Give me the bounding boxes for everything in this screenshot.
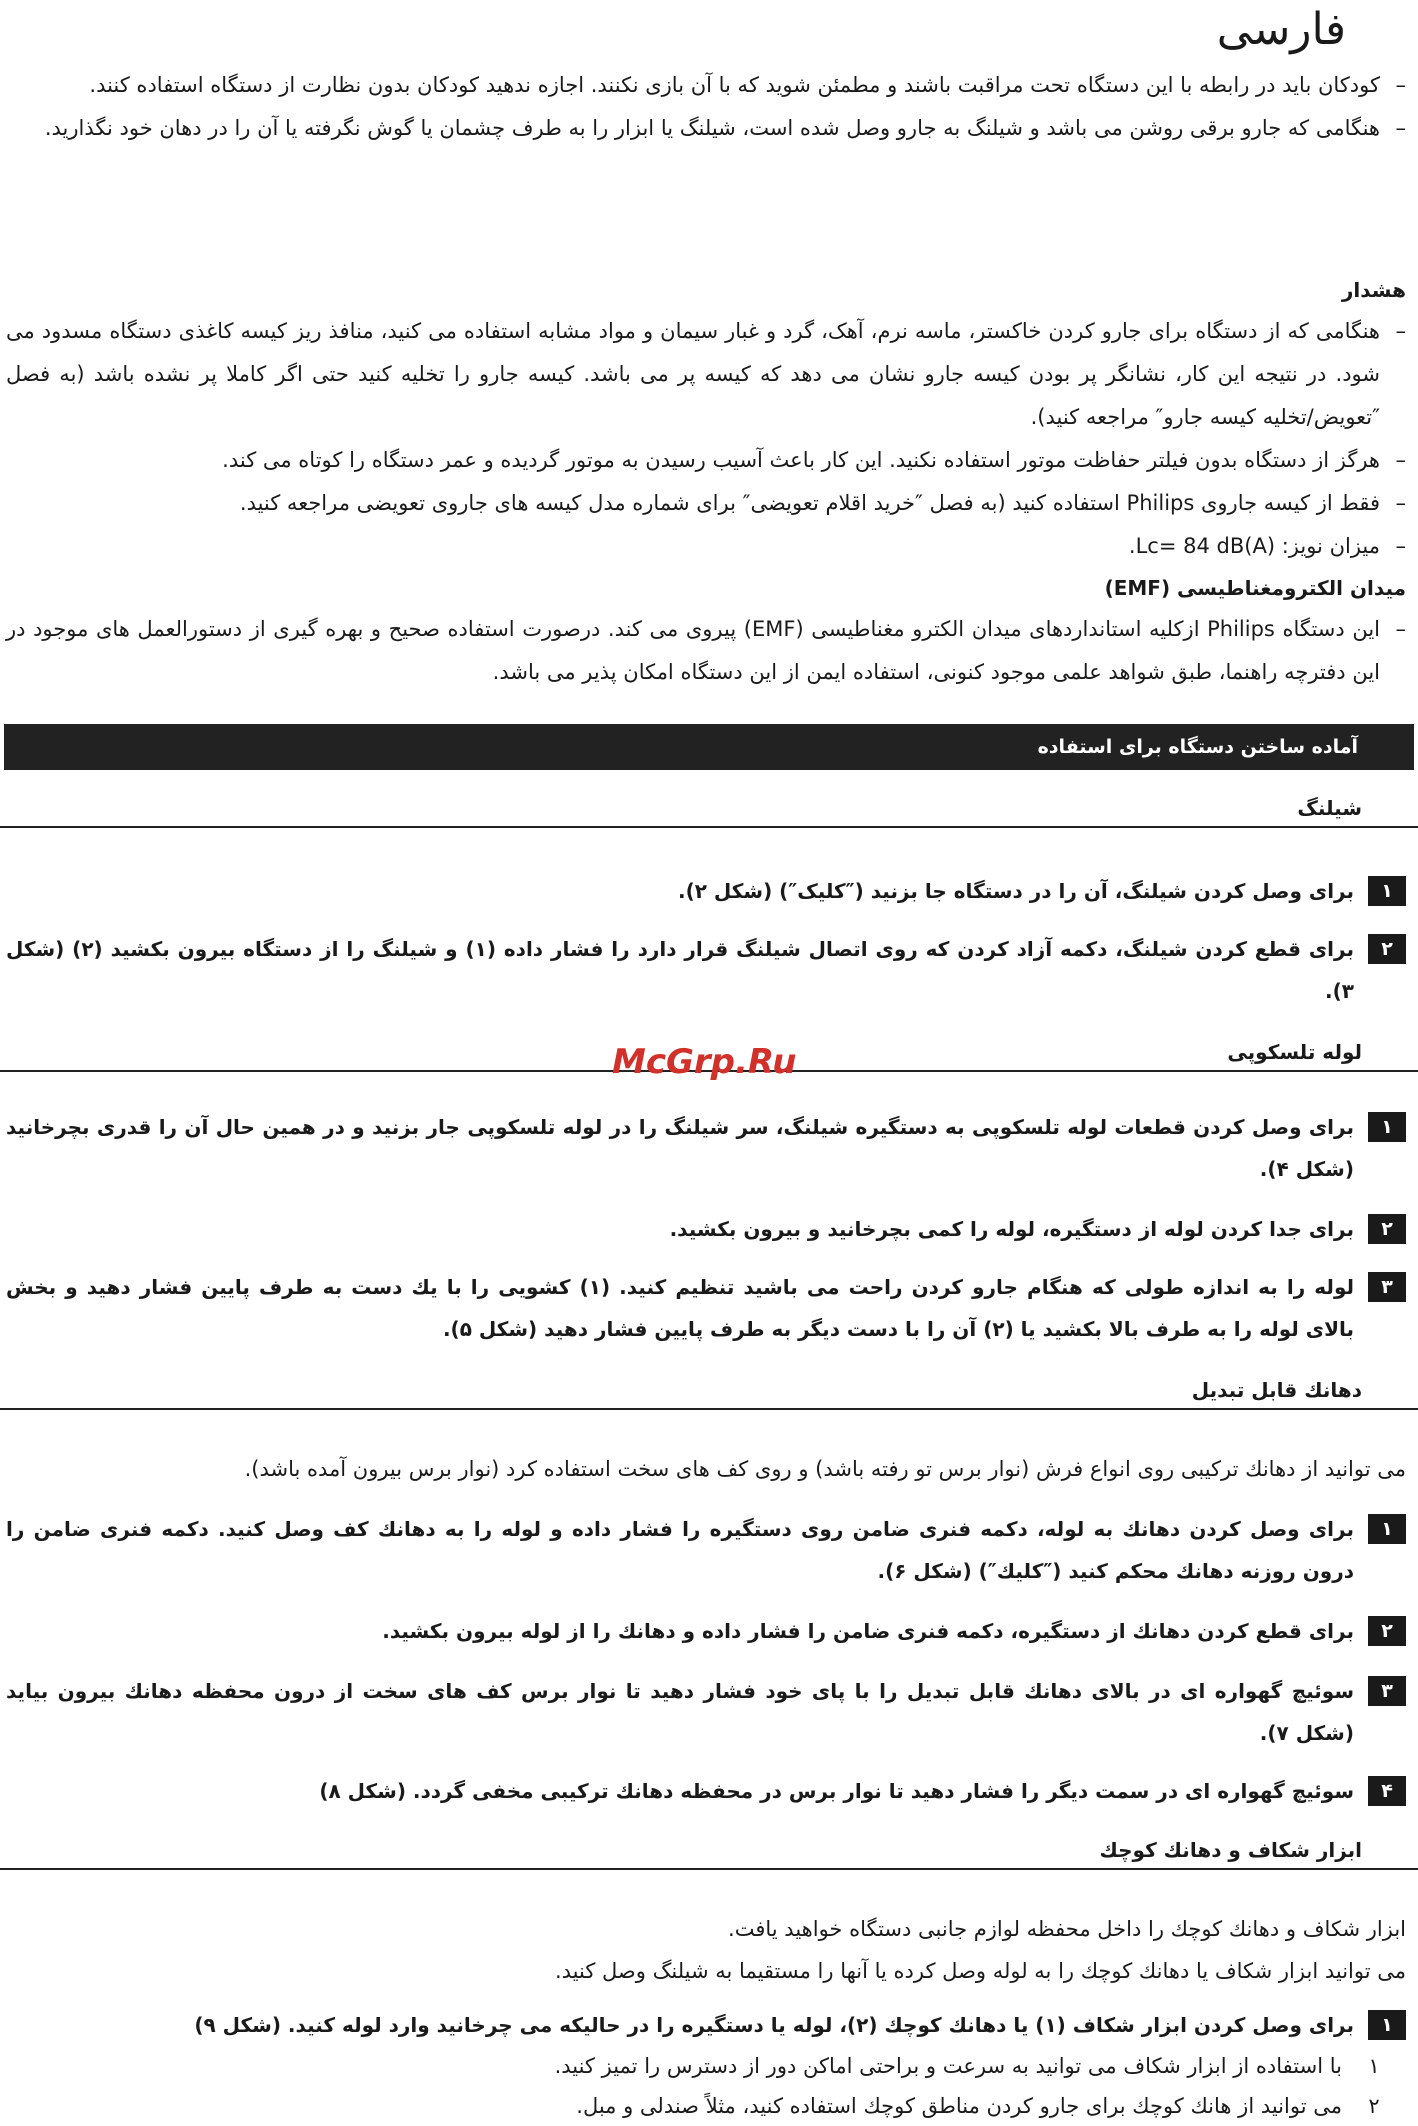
step-text: لوله را به اندازه طولی که هنگام جارو کردن راحت می باشید تنظیم کنید. (۱) کشویی را با یك دست به طرف پایین فشار دهید و بخش بالای لوله را به طرف بالا بکشید یا (۲) آن را با دست دیگر به طرف پایین فشار دهید (شکل ۵). [6,1275,1354,1341]
tube-heading: لوله تلسکوپی [0,1032,1418,1072]
warning-list [6,310,1406,568]
tube-step-1 [6,1106,1406,1190]
step-text: سوئیچ گهواره ای در سمت دیگر را فشار دهید تا نوار برس در محفظه دهانك ترکیبی مخفی گردد. (شکل ۸) [319,1779,1354,1803]
emf-list [6,608,1406,694]
step-number: ۱ [1368,2010,1406,2040]
warning-section [6,270,1406,568]
step-number: ۳ [1368,1676,1406,1706]
list-item: – کودکان باید در رابطه با این دستگاه تحت مراقبت باشند و مطمئن شوید که با آن بازی نکنند. اجازه ندهید کودکان بدون نظارت از دستگاه استفاده کنند. [89,73,1406,97]
step-text: برای وصل کردن قطعات لوله تلسکوپی به دستگیره شیلنگ، سر شیلنگ را در لوله تلسکوپی جار بزنید و در همین حال آن را قدری بچرخانید (شکل ۴). [6,1115,1354,1181]
tube-step-3 [6,1266,1406,1350]
step-number: ۳ [1368,1272,1406,1302]
crevice-step-1 [6,2004,1406,2046]
step-number: ۲ [1368,1616,1406,1646]
list-item: – این دستگاه Philips ازکلیه استانداردهای میدان الکترو مغناطیسی (EMF) پیروی می کند. درصورت استفاده صحیح و بهره گیری از دستورالعمل های موجود در این دفترچه راهنما، طبق شواهد علمی موجود کنونی، استفاده ایمن از این دستگاه امکان پذیر می باشد. [6,617,1406,684]
crevice-heading: ابزار شکاف و دهانك کوچك [0,1830,1418,1870]
step-text: برای وصل کردن شیلنگ، آن را در دستگاه جا بزنید (″کلیک″) (شکل ۲). [677,879,1354,903]
step-text: برای قطع کردن دهانك از دستگیره، دکمه فنری ضامن را فشار داده و دهانك را از لوله بیرون بکشید. [382,1619,1354,1643]
tube-step-2 [6,1208,1406,1250]
list-item: – هنگامی که از دستگاه برای جارو کردن خاکستر، ماسه نرم، آهک، گرد و غبار سیمان و مواد مشابه استفاده می کنید، منافذ ریز کیسه کاغذی دستگاه مسدود می شود. در نتیجه این کار، نشانگر پر بودن کیسه جارو نشان می دهد که کیسه پر می باشد. کیسه جارو را تخلیه کنید حتی اگر کاملا پر نشده باشد (به فصل ″تعویض/تخلیه کیسه جارو″ مراجعه کنید). [6,319,1406,429]
list-item: ۲ می توانید از هانك کوچك برای جارو کردن مناطق کوچك استفاده کنید، مثلاً صندلی و مبل. [576,2094,1380,2118]
step-text: سوئیچ گهواره ای در بالای دهانك قابل تبدیل را با پای خود فشار دهید تا نوار برس کف های سخت از درون محفظه دهانك بیرون بیاید (شکل ۷). [6,1679,1354,1745]
nozzle-step-2 [6,1610,1406,1652]
watermark: McGrp.Ru [612,1042,797,1082]
list-item: – میزان نویز: Lc= 84 dB(A). [1128,534,1406,558]
warning-heading: هشدار [1341,278,1406,302]
list-item: – فقط از کیسه جاروی Philips استفاده کنید (به فصل ″خرید اقلام تعویضی″ برای شماره مدل کیسه های جاروی تعویضی مراجعه کنید. [239,491,1406,515]
step-number: ۲ [1368,934,1406,964]
step-number: ۲ [1368,1214,1406,1244]
list-item: – هنگامی که جارو برقی روشن می باشد و شیلنگ به جارو وصل شده است، شیلنگ یا ابزار را به طرف چشمان یا گوش نگرفته یا آن را در دهان خود نگذارید. [44,116,1406,140]
step-text: برای قطع کردن شیلنگ، دکمه آزاد کردن که روی اتصال شیلنگ قرار دارد را فشار داده (۱) و شیلنگ را از دستگاه بیرون بکشید (۲) (شکل ۳). [6,937,1354,1003]
step-text: برای وصل کردن دهانك به لوله، دکمه فنری ضامن روی دستگیره را فشار داده و لوله را به دهانك کف وصل کنید. دکمه فنری ضامن را درون روزنه دهانك محکم کنید (″کلیك″) (شکل ۶). [6,1517,1354,1583]
emf-heading: میدان الکترومغناطیسی (EMF) [1104,576,1406,600]
nozzle-intro: می توانید از دهانك ترکیبی روی انواع فرش (نوار برس تو رفته باشد) و روی کف های سخت استفاده کرد (نوار برس بیرون آمده باشد). [244,1457,1406,1481]
emf-section [6,568,1406,694]
language-title: فارسی [1216,4,1346,55]
step-number: ۱ [1368,1514,1406,1544]
crevice-intro-line: ابزار شکاف و دهانك کوچك را داخل محفظه لوازم جانبی دستگاه خواهید یافت. [728,1917,1406,1941]
list-item: ۱ با استفاده از ابزار شکاف می توانید به سرعت و براحتی اماکن دور از دسترس را تمیز کنید. [554,2054,1380,2078]
crevice-intro [6,1908,1406,1992]
step-text: برای وصل کردن ابزار شکاف (۱) یا دهانك کوچك (۲)، لوله یا دستگیره را در حالیکه می چرخانید وارد لوله کنید. (شکل ۹) [194,2013,1354,2037]
intro-section [6,64,1406,150]
hose-step-1 [6,870,1406,912]
hose-step-2 [6,928,1406,1012]
intro-list [6,64,1406,150]
hose-heading: شیلنگ [0,788,1418,828]
nozzle-step-4 [6,1770,1406,1812]
step-number: ۱ [1368,876,1406,906]
crevice-intro-line: می توانید ابزار شکاف یا دهانك کوچك را به لوله وصل کرده یا آنها را مستقیما به شیلنگ وصل کنید. [554,1959,1406,1983]
crevice-sub-list [6,2046,1406,2126]
chapter-title: آماده ساختن دستگاه برای استفاده [4,724,1414,770]
list-item: – هرگز از دستگاه بدون فیلتر حفاظت موتور استفاده نکنید. این کار باعث آسیب رسیدن به موتور گردیده و عمر دستگاه را کوتاه می کند. [222,448,1406,472]
step-text: برای جدا کردن لوله از دستگیره، لوله را کمی بچرخانید و بیرون بکشید. [669,1217,1354,1241]
nozzle-step-3 [6,1670,1406,1754]
step-number: ۱ [1368,1112,1406,1142]
nozzle-heading: دهانك قابل تبدیل [0,1370,1418,1410]
nozzle-step-1 [6,1508,1406,1592]
step-number: ۴ [1368,1776,1406,1806]
